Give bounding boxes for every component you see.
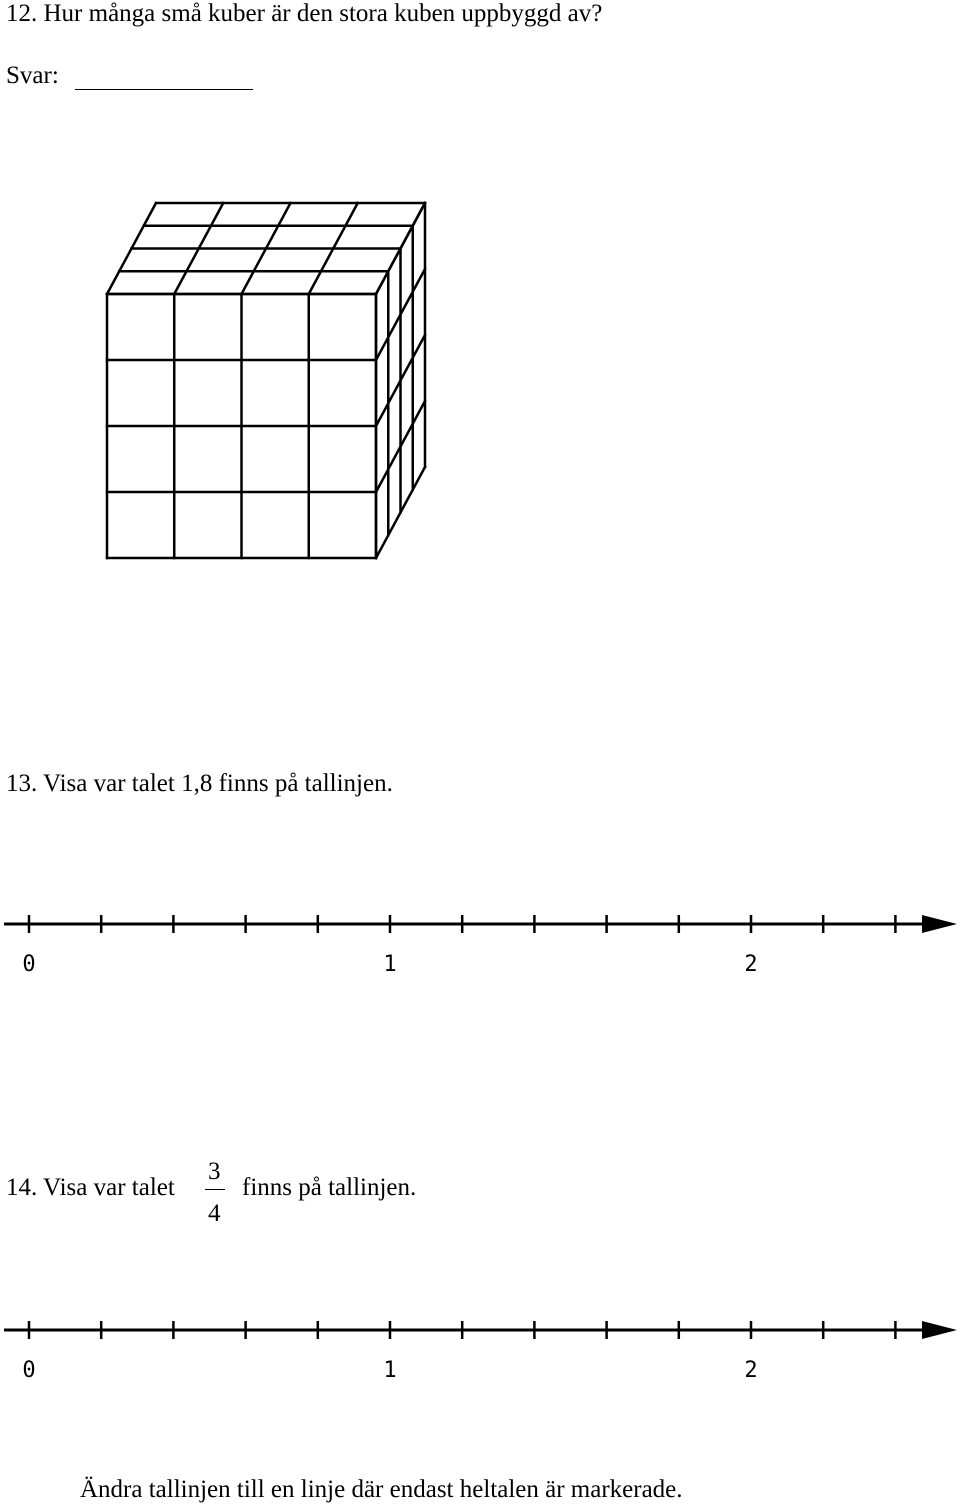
fraction-denominator: 4 (208, 1200, 221, 1227)
answer-line[interactable] (75, 89, 253, 90)
question-14-suffix: finns på tallinjen. (242, 1174, 417, 1201)
number-line-2[interactable] (0, 1311, 960, 1391)
arrow-head (922, 1321, 957, 1339)
fraction-numerator: 3 (208, 1158, 221, 1185)
arrow-head (922, 915, 957, 933)
instruction-note: Ändra tallinjen till en linje där endast heltalen är markerade. (80, 1476, 683, 1503)
tick-label: 2 (744, 952, 758, 977)
question-12-text: 12. Hur många små kuber är den stora kuben uppbyggd av? (6, 0, 603, 27)
cube-figure (100, 196, 440, 566)
number-line-1[interactable] (0, 905, 960, 985)
fraction-bar (205, 1189, 225, 1190)
question-14-prefix: 14. Visa var talet (6, 1174, 175, 1201)
tick-label: 0 (22, 1358, 36, 1383)
tick-label: 1 (383, 1358, 397, 1383)
tick-label: 0 (22, 952, 36, 977)
tick-label: 2 (744, 1358, 758, 1383)
answer-label: Svar: (6, 62, 59, 89)
tick-label: 1 (383, 952, 397, 977)
question-13-text: 13. Visa var talet 1,8 finns på tallinjen. (6, 770, 393, 797)
